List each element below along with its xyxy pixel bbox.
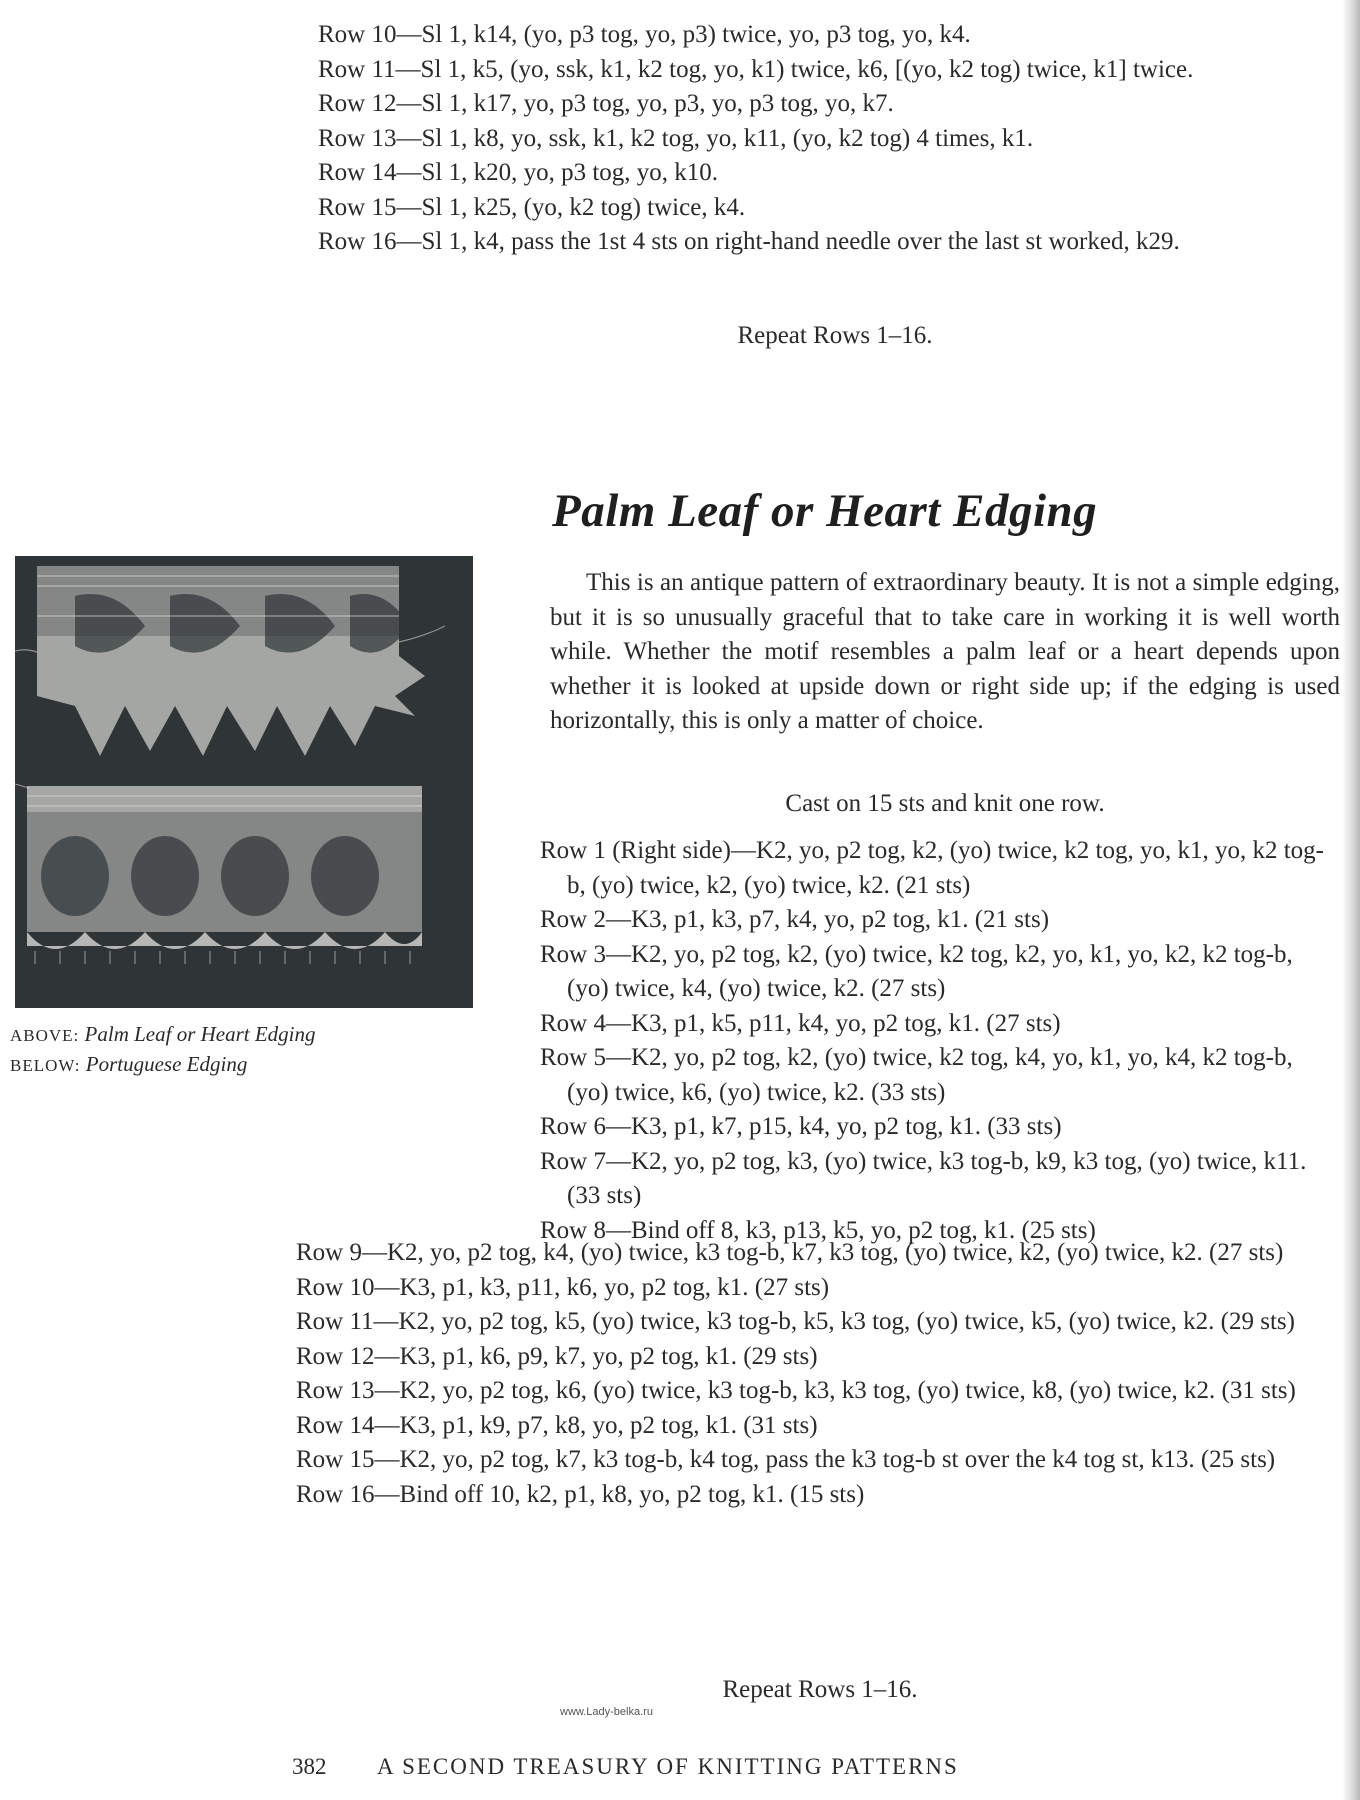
caption-below xyxy=(10,1050,470,1080)
instruction-row: Row 10—K3, p1, k3, p11, k6, yo, p2 tog, k1. (27 sts) xyxy=(296,1273,830,1301)
repeat-note-top: Repeat Rows 1–16. xyxy=(737,322,933,349)
photo-caption xyxy=(10,1020,470,1080)
instruction-row: Row 16—Bind off 10, k2, p1, k8, yo, p2 tog, k1. (15 sts) xyxy=(296,1480,865,1508)
instruction-row: Row 15—Sl 1, k25, (yo, k2 tog) twice, k4. xyxy=(318,193,746,221)
caption-above-lead: ABOVE: xyxy=(10,1026,80,1045)
instruction-row: Row 10—Sl 1, k14, (yo, p3 tog, yo, p3) twice, yo, p3 tog, yo, k4. xyxy=(318,21,971,48)
instruction-row: Row 9—K2, yo, p2 tog, k4, (yo) twice, k3 tog-b, k7, k3 tog, (yo) twice, k2, (yo) twice, k2. (27 sts) xyxy=(296,1239,1284,1266)
lace-edging-illustration xyxy=(15,556,473,1008)
intro-paragraph: This is an antique pattern of extraordinary beauty. It is not a simple edging, but it is so unusually graceful that to take care in working it is well worth while. Whether the motif resembles a palm leaf or a heart depends upon whether it is looked at upside down or right side up; if the edging is used horizontally, this is only a matter of choice. xyxy=(550,569,1340,734)
instruction-row: Row 7—K2, yo, p2 tog, k3, (yo) twice, k3 tog-b, k9, k3 tog, (yo) twice, k11. (33 sts) xyxy=(540,1147,1307,1209)
page-footer xyxy=(292,1754,1192,1780)
page-number: 382 xyxy=(292,1754,327,1779)
instruction-row: Row 13—K2, yo, p2 tog, k6, (yo) twice, k3 tog-b, k3, k3 tog, (yo) twice, k8, (yo) twice, k2. (31 sts) xyxy=(296,1377,1296,1404)
instruction-row: Row 15—K2, yo, p2 tog, k7, k3 tog-b, k4 tog, pass the k3 tog-b st over the k4 tog st, k13. (25 sts) xyxy=(296,1446,1276,1473)
book-title: A SECOND TREASURY OF KNITTING PATTERNS xyxy=(376,1754,959,1779)
instruction-row: Row 2—K3, p1, k3, p7, k4, yo, p2 tog, k1. (21 sts) xyxy=(540,906,1050,933)
top-row-list xyxy=(318,18,1348,260)
section-title: Palm Leaf or Heart Edging xyxy=(552,485,1098,537)
caption-below-name: Portuguese Edging xyxy=(85,1052,248,1076)
instruction-row: Row 5—K2, yo, p2 tog, k2, (yo) twice, k2 tog, k4, yo, k1, yo, k4, k2 tog-b, (yo) twice, k6, (yo) twice, k2. (33 sts) xyxy=(540,1044,1293,1106)
instruction-row: Row 11—K2, yo, p2 tog, k5, (yo) twice, k3 tog-b, k5, k3 tog, (yo) twice, k5, (yo) twice, k2. (29 sts) xyxy=(296,1308,1295,1335)
instruction-row: Row 11—Sl 1, k5, (yo, ssk, k1, k2 tog, yo, k1) twice, k6, [(yo, k2 tog) twice, k1] twice. xyxy=(318,55,1194,83)
caption-below-lead: BELOW: xyxy=(10,1056,81,1075)
instruction-list-narrow xyxy=(540,834,1340,1248)
instruction-row: Row 3—K2, yo, p2 tog, k2, (yo) twice, k2 tog, k2, yo, k1, yo, k2, k2 tog-b, (yo) twice, k4, (yo) twice, k2. (27 sts) xyxy=(540,940,1293,1002)
instruction-row: Row 12—Sl 1, k17, yo, p3 tog, yo, p3, yo, p3 tog, yo, k7. xyxy=(318,90,894,117)
lace-edging-photo xyxy=(15,556,473,1008)
instruction-row: Row 14—K3, p1, k9, p7, k8, yo, p2 tog, k1. (31 sts) xyxy=(296,1411,818,1439)
caption-above-name: Palm Leaf or Heart Edging xyxy=(84,1022,316,1046)
instruction-list-full xyxy=(296,1236,1346,1512)
instruction-row: Row 8—Bind off 8, k3, p13, k5, yo, p2 tog, k1. (25 sts) xyxy=(540,1216,1096,1244)
instruction-row: Row 13—Sl 1, k8, yo, ssk, k1, k2 tog, yo, k11, (yo, k2 tog) 4 times, k1. xyxy=(318,124,1034,152)
page-spine-shadow xyxy=(1342,0,1360,1800)
instruction-row: Row 16—Sl 1, k4, pass the 1st 4 sts on right-hand needle over the last st worked, k29. xyxy=(318,228,1180,255)
cast-on-instruction: Cast on 15 sts and knit one row. xyxy=(785,790,1105,817)
caption-above xyxy=(10,1020,470,1050)
instruction-row: Row 12—K3, p1, k6, p9, k7, yo, p2 tog, k1. (29 sts) xyxy=(296,1342,818,1370)
instruction-row: Row 4—K3, p1, k5, p11, k4, yo, p2 tog, k1. (27 sts) xyxy=(540,1009,1061,1037)
instruction-row: Row 14—Sl 1, k20, yo, p3 tog, yo, k10. xyxy=(318,159,719,186)
instruction-row: Row 1 (Right side)—K2, yo, p2 tog, k2, (yo) twice, k2 tog, yo, k1, yo, k2 tog-b, (yo) twice, k2, (yo) twice, k2. (21 sts) xyxy=(540,837,1324,899)
site-watermark: www.Lady-belka.ru xyxy=(560,1706,653,1718)
repeat-note-bottom: Repeat Rows 1–16. xyxy=(722,1676,918,1703)
instruction-row: Row 6—K3, p1, k7, p15, k4, yo, p2 tog, k1. (33 sts) xyxy=(540,1113,1062,1140)
